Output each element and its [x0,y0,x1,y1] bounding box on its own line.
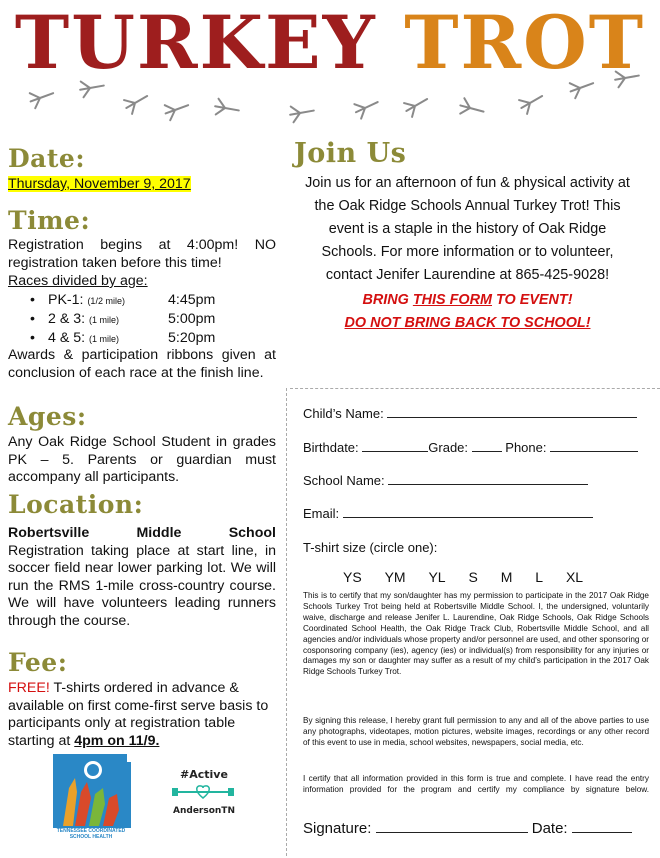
grade-blank[interactable] [472,439,502,452]
track-icon [289,103,315,123]
time-text: Registration begins at 4:00pm! NO registration taken before this time! [8,237,276,271]
date-blank[interactable] [572,818,632,833]
fee-text: FREE! T-shirts ordered in advance & available on first come-first serve basis to participants only at registration table starting at 4pm on 11/9. [8,680,269,749]
signature-date-row: Signature: Date: [303,818,632,837]
location-block [8,525,276,631]
track-icon [163,98,191,121]
turkey-tracks-decoration [0,58,660,148]
awards-text: Awards & participation ribbons given at conclusion of each race at the finish line. [8,347,276,381]
cut-line-vertical [286,388,287,856]
track-icon [517,89,546,115]
signature-blank[interactable] [376,818,528,833]
race-row: • 2 & 3: (1 mile) 5:00pm [30,311,216,327]
size-option-s[interactable]: S [468,569,478,585]
size-option-ys[interactable]: YS [343,569,362,585]
birthdate-grade-phone-row: Birthdate: Grade: Phone: [303,439,638,455]
track-icon [122,89,151,115]
track-icon [214,98,240,118]
track-icon [402,92,431,118]
size-option-l[interactable]: L [535,569,544,585]
size-option-m[interactable]: M [500,569,513,585]
ages-heading: Ages: [8,402,87,431]
race-row: • PK-1: (1/2 mile) 4:45pm [30,292,216,308]
size-option-ym[interactable]: YM [384,569,406,585]
tshirt-size-options [343,569,602,585]
bring-form-notice: BRING THIS FORM TO EVENT! [362,292,573,308]
ages-text: Any Oak Ridge School Student in grades PK – 5. Parents or guardian must accompany all participants. [8,434,276,486]
track-icon [79,78,105,98]
track-icon [458,98,485,120]
date-value: Thursday, November 9, 2017 [8,176,191,192]
child-name-blank[interactable] [387,405,637,418]
track-icon [28,86,56,109]
tcsh-logo: TENNESSEE COORDINATED SCHOOL HEALTH [47,748,135,842]
email-blank[interactable] [343,505,593,518]
location-name: Robertsville Middle School [8,525,276,541]
join-heading: Join Us [294,138,407,169]
certification-text: I certify that all information provided in this form is true and complete. I have read the entry information provided for the program and certify my compliance by signature below. [303,774,649,794]
birthdate-blank[interactable] [362,439,428,452]
do-not-bring-notice: DO NOT BRING BACK TO SCHOOL! [344,315,591,331]
tshirt-label: T-shirt size (circle one): [303,540,438,555]
track-icon [353,95,382,120]
track-icon [614,68,640,88]
phone-blank[interactable] [550,439,638,452]
time-heading: Time: [8,206,91,235]
liability-waiver-text: This is to certify that my son/daughter has my permission to participate in the 2017 Oak Ridge Schools Turkey Trot being held at Robertsville Middle School. I, the undersigned, voluntarily waive, discharge and release Jenifer L. Laurendine, Oak Ridge Schools, Oak Ridge Schools Coordinated School Health, the Oak Ridge Track Club, Robertsville Middle School, and all agencies and/or individuals whose property and/or personnel are used, and other sponsoring or cosponsoring company (ies), agency (ies) or individual(s) from responsibility for any injuries or damages my son or daughter may suffer as a result of my child’s participation in the 2017 Oak Ridge Schools Turkey Trot. [303,591,649,677]
size-option-yl[interactable]: YL [428,569,446,585]
cut-line-horizontal [290,388,660,389]
child-name-field[interactable]: Child’s Name: [303,405,637,421]
school-name-blank[interactable] [388,472,588,485]
location-heading: Location: [8,490,144,519]
location-text: Registration taking place at start line, in soccer field near lower parking lot. We will run the RMS 1-mile cross-country course. We will have volunteers leading runners through the course. [8,542,276,629]
media-release-text: By signing this release, I hereby grant full permission to any and all of the above parties to use any photographs, videotapes, motion pictures, website images, recordings or any other record of this event to use in media, school websites, newspapers, social media, etc. [303,716,649,747]
join-text-block [300,172,635,335]
active-anderson-logo: #Active AndersonTN [164,768,244,814]
email-field[interactable]: Email: [303,505,593,521]
school-name-field[interactable]: School Name: [303,472,588,488]
join-text: Join us for an afternoon of fun & physical activity at the Oak Ridge Schools Annual Turkey Trot! This event is a staple in the history of Oak Ridge Schools. For more information or to volunteer, contact Jenifer Laurendine at 865-425-9028! [305,175,630,283]
fee-heading: Fee: [8,648,68,677]
title-word-trot: TROT [404,0,646,86]
track-icon [568,76,596,99]
dumbbell-heart-icon [164,781,244,801]
size-option-xl[interactable]: XL [565,569,584,585]
race-row: • 4 & 5: (1 mile) 5:20pm [30,330,216,346]
races-label: Races divided by age: [8,273,148,289]
date-heading: Date: [8,144,86,173]
title-word-turkey: TURKEY [14,0,377,86]
